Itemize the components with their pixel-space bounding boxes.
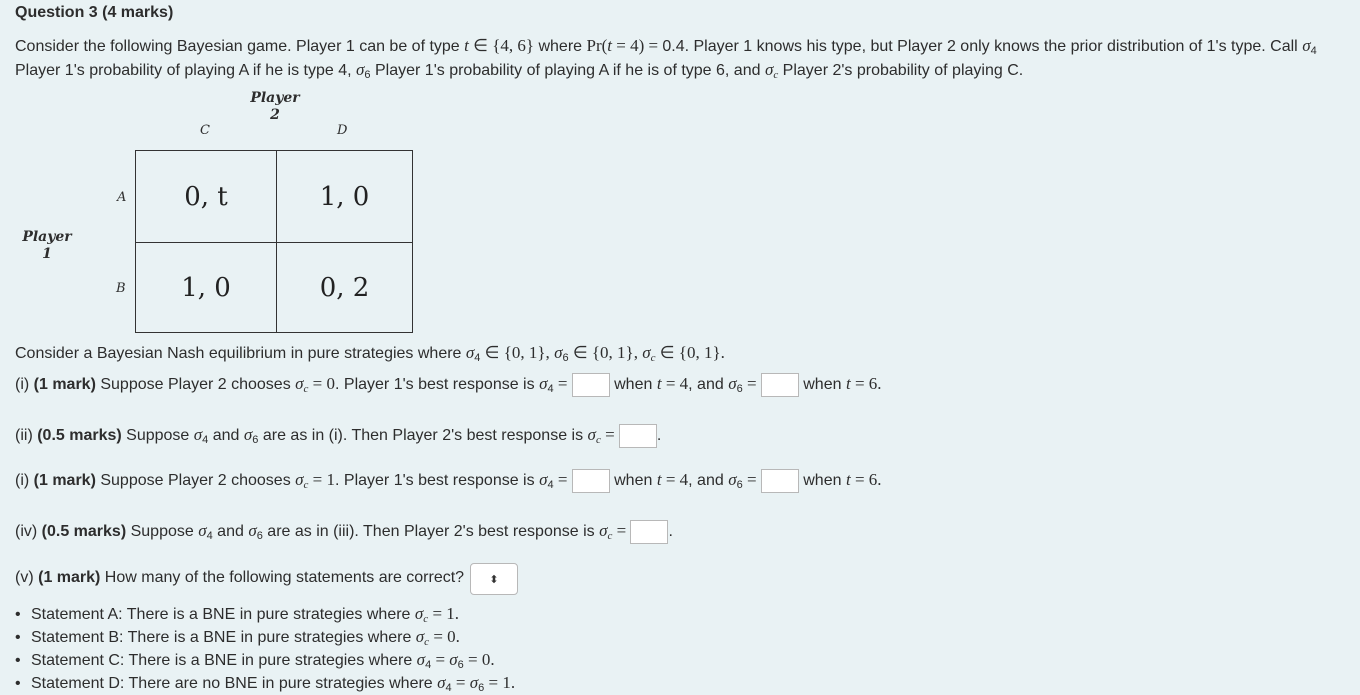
- question-intro: Consider the following Bayesian game. Player 1 can be of type t ∈ {4, 6} where Pr(t = 4) = 0.4. Player 1 knows his type, but Player 2 only knows the prior distribution of 1's type. Call $\sigma_4$ Player 1's probability of playing A if he is type 4, $\sigma_6$ Player 1's probability of playing A if he is of type 6, and $\sigma_c$ Player 2's probability of playing C.: [15, 36, 1317, 81]
- bullet-icon: •: [15, 606, 21, 623]
- answer-sigmac-input-ii[interactable]: [619, 424, 657, 448]
- answer-sigma4-input-iii[interactable]: [572, 469, 610, 493]
- part-iv: (iv) (0.5 marks) Suppose $\sigma_4$ and $\sigma_6$ are as in (iii). Then Player 2's best response is $\sigma_c$ = .: [15, 521, 673, 542]
- player2-label: Player 2: [250, 90, 300, 123]
- statement-c: • Statement C: There is a BNE in pure strategies where $\sigma_4 = \sigma_6 = 0$.: [15, 650, 495, 671]
- part-i: (i) (1 mark) Suppose Player 2 chooses $\sigma_c = 0$. Player 1's best response is $\sigma_4$ = when t = 4, and $\sigma_6$ = when t = 6.: [15, 374, 882, 395]
- part-v: (v) (1 mark) How many of the following statements are correct?: [15, 569, 465, 586]
- answer-sigma4-input-i[interactable]: [572, 373, 610, 397]
- payoff-cell-a-d: 1, 0: [276, 151, 412, 242]
- bne-statement: Consider a Bayesian Nash equilibrium in pure strategies where $\sigma_4$ ∈ {0, 1}, $\sigma_6$ ∈ {0, 1}, $\sigma_c$ ∈ {0, 1}.: [15, 343, 725, 364]
- payoff-cell-b-d: 0, 2: [276, 242, 412, 332]
- row-label-b: B: [116, 281, 126, 296]
- answer-sigmac-input-iv[interactable]: [630, 520, 668, 544]
- statement-b: • Statement B: There is a BNE in pure strategies where $\sigma_c = 0$.: [15, 627, 460, 648]
- answer-sigma6-input-iii[interactable]: [761, 469, 799, 493]
- statement-a: • Statement A: There is a BNE in pure strategies where $\sigma_c = 1$.: [15, 604, 460, 625]
- row-label-a: A: [117, 190, 127, 205]
- player1-label: Player 1: [22, 229, 72, 262]
- bullet-icon: •: [15, 652, 21, 669]
- column-label-c: C: [200, 123, 210, 138]
- part-ii: (ii) (0.5 marks) Suppose $\sigma_4$ and $\sigma_6$ are as in (i). Then Player 2's best response is $\sigma_c$ = .: [15, 425, 662, 446]
- column-label-d: D: [337, 123, 348, 138]
- payoff-matrix: [135, 150, 413, 333]
- part-iii: (i) (1 mark) Suppose Player 2 chooses $\sigma_c = 1$. Player 1's best response is $\sigma_4$ = when t = 4, and $\sigma_6$ = when t = 6.: [15, 470, 882, 491]
- payoff-cell-a-c: 0, t: [184, 181, 228, 212]
- payoff-cell-b-c: 1, 0: [136, 242, 276, 332]
- bullet-icon: •: [15, 675, 21, 692]
- statement-d: • Statement D: There are no BNE in pure strategies where $\sigma_4 = \sigma_6 = 1$.: [15, 673, 516, 694]
- statement-count-select[interactable]: [470, 563, 518, 595]
- updown-chevron-icon: ⬍: [489, 573, 499, 586]
- answer-sigma6-input-i[interactable]: [761, 373, 799, 397]
- bullet-icon: •: [15, 629, 21, 646]
- question-title: Question 3 (4 marks): [15, 4, 174, 21]
